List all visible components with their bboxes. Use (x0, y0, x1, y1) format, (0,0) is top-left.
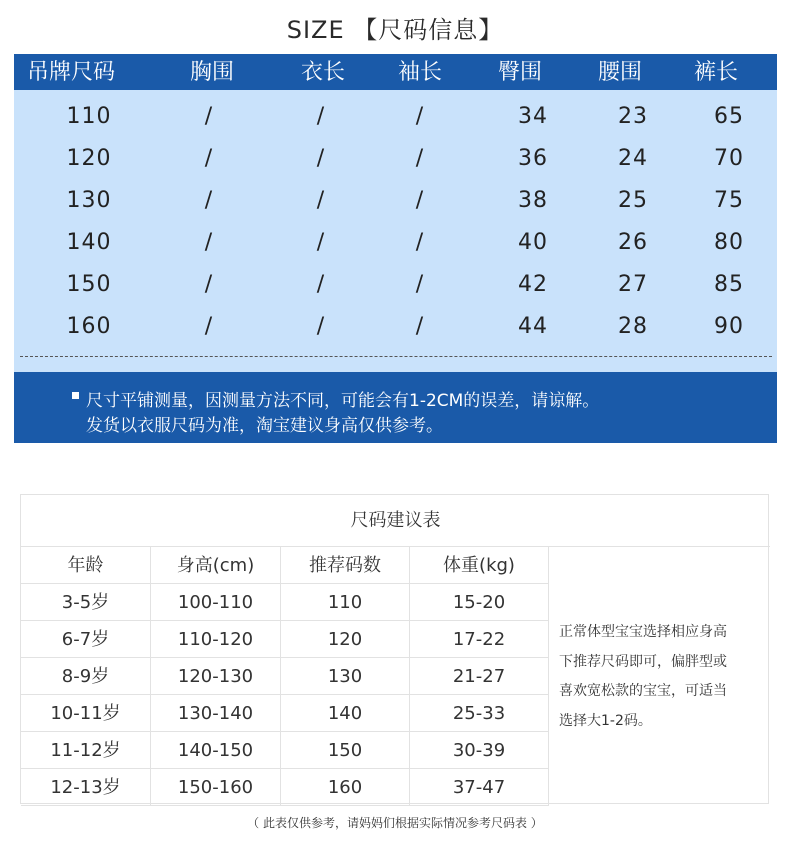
size-row (14, 96, 777, 138)
size-cell-chest: / (204, 230, 214, 255)
size-cell-length: / (316, 146, 326, 171)
recommend-cell-size: 140 (281, 695, 410, 732)
recommend-cell-size: 120 (281, 621, 410, 658)
size-cell-tag-size: 140 (66, 230, 112, 255)
header-hip: 臀围 (497, 60, 543, 85)
size-cell-sleeve: / (415, 104, 425, 129)
size-row (14, 264, 777, 306)
size-table-header (14, 54, 777, 90)
recommend-cell-age: 11-12岁 (21, 732, 151, 769)
recommend-cell-height: 100-110 (151, 584, 281, 621)
size-recommend-table (20, 494, 769, 804)
size-row (14, 222, 777, 264)
size-cell-pants-length: 80 (714, 230, 744, 255)
recommend-title: 尺码建议表 (21, 495, 770, 547)
size-cell-tag-size: 120 (66, 146, 112, 171)
recommend-cell-size: 160 (281, 769, 410, 806)
size-cell-tag-size: 150 (66, 272, 112, 297)
recommend-cell-weight: 21-27 (410, 658, 549, 695)
size-cell-length: / (316, 272, 326, 297)
notice-line-2: 发货以衣服尺码为准，淘宝建议身高仅供参考。 (86, 416, 443, 436)
recommend-cell-height: 150-160 (151, 769, 281, 806)
size-cell-sleeve: / (415, 314, 425, 339)
size-cell-pants-length: 85 (714, 272, 744, 297)
recommend-note-line: 下推荐尺码即可，偏胖型或 (559, 653, 727, 670)
header-waist: 腰围 (597, 60, 643, 85)
recommend-header-weight: 体重(kg) (410, 547, 549, 584)
recommend-cell-size: 130 (281, 658, 410, 695)
size-cell-sleeve: / (415, 272, 425, 297)
recommend-note-line: 选择大1-2码。 (559, 712, 652, 729)
header-sleeve: 袖长 (397, 60, 443, 85)
size-cell-sleeve: / (415, 230, 425, 255)
dashed-divider (20, 356, 772, 357)
recommend-cell-weight: 25-33 (410, 695, 549, 732)
size-cell-chest: / (204, 272, 214, 297)
size-cell-chest: / (204, 188, 214, 213)
size-cell-hip: 34 (518, 104, 548, 129)
recommend-cell-age: 12-13岁 (21, 769, 151, 806)
size-info-block (14, 54, 777, 443)
size-cell-hip: 42 (518, 272, 548, 297)
size-cell-waist: 27 (618, 272, 648, 297)
notice-line-1: 尺寸平铺测量，因测量方法不同，可能会有1-2CM的误差，请谅解。 (86, 391, 600, 411)
size-cell-waist: 26 (618, 230, 648, 255)
header-length: 衣长 (300, 60, 346, 85)
header-pants-length: 裤长 (693, 60, 739, 85)
recommend-cell-height: 110-120 (151, 621, 281, 658)
size-cell-length: / (316, 230, 326, 255)
size-cell-sleeve: / (415, 188, 425, 213)
size-cell-pants-length: 70 (714, 146, 744, 171)
size-cell-hip: 36 (518, 146, 548, 171)
size-cell-hip: 40 (518, 230, 548, 255)
size-row (14, 180, 777, 222)
recommend-header-size: 推荐码数 (281, 547, 410, 584)
recommend-cell-age: 10-11岁 (21, 695, 151, 732)
recommend-header-height: 身高(cm) (151, 547, 281, 584)
size-cell-length: / (316, 314, 326, 339)
size-cell-pants-length: 75 (714, 188, 744, 213)
size-cell-waist: 24 (618, 146, 648, 171)
recommend-cell-weight: 15-20 (410, 584, 549, 621)
size-cell-tag-size: 160 (66, 314, 112, 339)
footer-note: （ 此表仅供参考，请妈妈们根据实际情况参考尺码表 ） (247, 816, 543, 830)
recommend-cell-age: 6-7岁 (21, 621, 151, 658)
recommend-note-line: 喜欢宽松款的宝宝，可适当 (559, 683, 727, 699)
recommend-note-line: 正常体型宝宝选择相应身高 (559, 624, 727, 640)
size-cell-tag-size: 110 (66, 104, 112, 129)
recommend-cell-size: 110 (281, 584, 410, 621)
size-cell-hip: 38 (518, 188, 548, 213)
recommend-cell-age: 8-9岁 (21, 658, 151, 695)
recommend-cell-weight: 17-22 (410, 621, 549, 658)
recommend-cell-size: 150 (281, 732, 410, 769)
size-cell-length: / (316, 188, 326, 213)
page-title: SIZE 【尺码信息】 (286, 16, 504, 44)
notice-box (14, 372, 777, 443)
size-row (14, 138, 777, 180)
size-cell-hip: 44 (518, 314, 548, 339)
size-cell-chest: / (204, 314, 214, 339)
size-cell-sleeve: / (415, 146, 425, 171)
recommend-cell-weight: 30-39 (410, 732, 549, 769)
size-cell-length: / (316, 104, 326, 129)
size-cell-pants-length: 65 (714, 104, 744, 129)
recommend-note (549, 547, 768, 803)
recommend-cell-height: 120-130 (151, 658, 281, 695)
size-cell-chest: / (204, 146, 214, 171)
recommend-header-age: 年龄 (21, 547, 151, 584)
size-cell-tag-size: 130 (66, 188, 112, 213)
recommend-cell-age: 3-5岁 (21, 584, 151, 621)
header-chest: 胸围 (189, 60, 235, 85)
size-cell-waist: 23 (618, 104, 648, 129)
recommend-cell-height: 130-140 (151, 695, 281, 732)
size-cell-pants-length: 90 (714, 314, 744, 339)
size-cell-chest: / (204, 104, 214, 129)
recommend-cell-height: 140-150 (151, 732, 281, 769)
recommend-cell-weight: 37-47 (410, 769, 549, 806)
size-cell-waist: 28 (618, 314, 648, 339)
bullet-icon (72, 392, 79, 399)
header-tag-size: 吊牌尺码 (27, 60, 116, 85)
size-row (14, 306, 777, 348)
size-cell-waist: 25 (618, 188, 648, 213)
